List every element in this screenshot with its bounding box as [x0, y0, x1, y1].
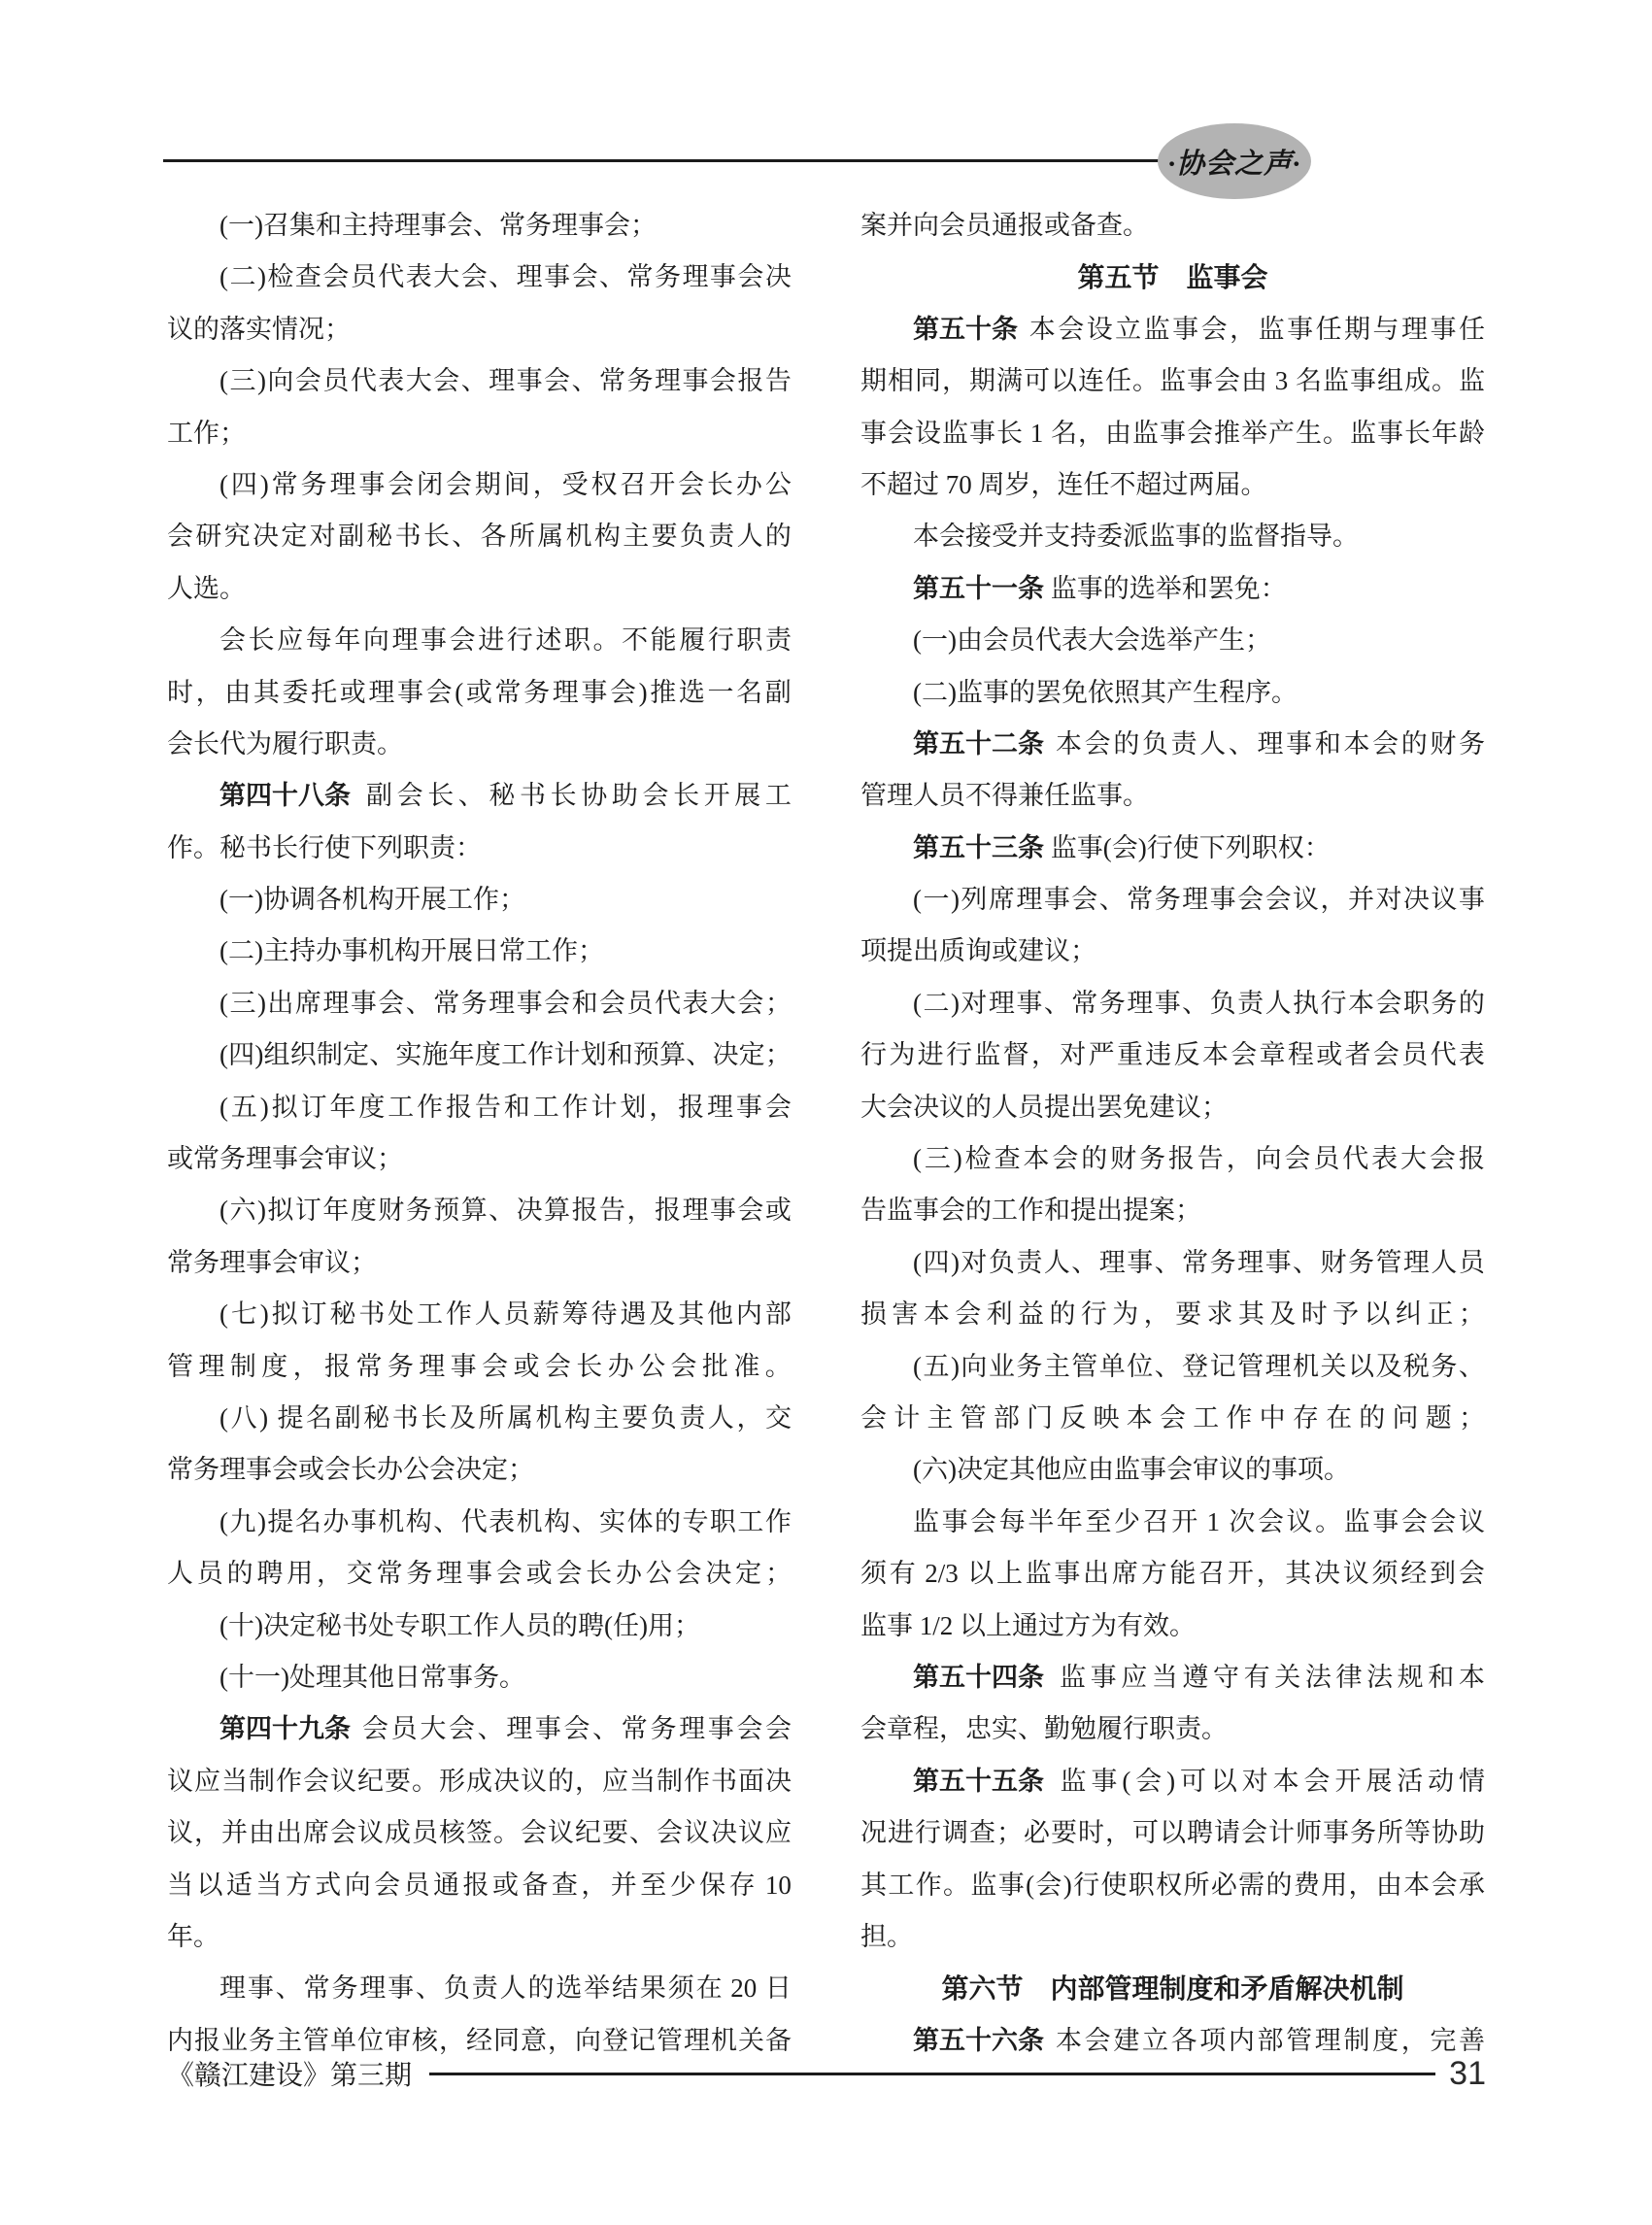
text-line: ( 三 ) 出 席 理 事 会 、 常 务 理 事 会 和 会 员 代 表 大 会 ；: [219, 988, 792, 1018]
article-number: 第五十六条: [913, 2025, 1044, 2055]
text-line: 会章程，忠实、勤勉履行职责。: [860, 1714, 1228, 1744]
article-number: 第五十条: [913, 314, 1018, 344]
text-line: 第五十四条 监 事 应 当 遵 守 有 关 法 律 法 规 和 本: [860, 1652, 1485, 1703]
text-line: 第四十八条 副 会 长 、 秘 书 长 协 助 会 长 开 展 工: [167, 770, 792, 822]
text-line: 不超过 70 周岁，连任不超过两届。: [860, 469, 1267, 499]
text-line: 第五十二条 本 会 的 负 责 人 、 理 事 和 本 会 的 财 务: [860, 719, 1485, 770]
text-line: 告监事会的工作和提出提案；: [860, 1196, 1201, 1226]
right-text-column: [860, 200, 1485, 2067]
text-line: 管理人员不得兼任监事。: [860, 781, 1149, 811]
text-line: 会长代为履行职责。: [167, 728, 403, 759]
text-line: 常务理事会或会长办公会决定；: [167, 1455, 534, 1485]
text-line: ( 八 ) 提 名 副 秘 书 长 及 所 属 机 构 主 要 负 责 人 ， 交: [219, 1402, 792, 1433]
text-line: 第五十三条 监事(会)行使下列职权：: [913, 832, 1331, 862]
text-line: ( 二 ) 对 理 事 、 常 务 理 事 、 负 责 人 执 行 本 会 职 务 的: [913, 988, 1485, 1018]
article-number: 第五十四条: [913, 1662, 1044, 1692]
article-number: 第五十一条: [913, 573, 1044, 603]
header-badge: [1158, 123, 1311, 199]
text-line: 第五十一条 监事的选举和罢免：: [913, 573, 1287, 603]
text-line: 人选。: [167, 573, 246, 603]
text-line: 其 工 作 。 监 事 ( 会 ) 行 使 职 权 所 必 需 的 费 用 ， 由 本 会 承: [860, 1870, 1485, 1900]
text-line: 时 ， 由 其 委 托 或 理 事 会 ( 或 常 务 理 事 会 ) 推 选 一 名 副: [167, 677, 792, 707]
text-line: 常务理事会审议；: [167, 1247, 377, 1277]
header-rule: [163, 159, 1162, 162]
text-line: (十一)处理其他日常事务。: [219, 1662, 525, 1692]
article-number: 第五十三条: [913, 832, 1044, 862]
article-number: 第五十二条: [913, 728, 1044, 759]
text-line: 第五十五条 监 事 ( 会 ) 可 以 对 本 会 开 展 活 动 情: [860, 1756, 1485, 1807]
text-line: ( 七 ) 拟 订 秘 书 处 工 作 人 员 薪 筹 待 遇 及 其 他 内 部: [219, 1299, 792, 1330]
text-line: 第五十条 本 会 设 立 监 事 会 ， 监 事 任 期 与 理 事 任: [860, 304, 1485, 355]
text-line: 监事 1/2 以上通过方为有效。: [860, 1610, 1197, 1640]
text-line: ( 三 ) 向 会 员 代 表 大 会 、 理 事 会 、 常 务 理 事 会 报 告: [219, 366, 792, 396]
text-line: (一)由会员代表大会选举产生；: [913, 625, 1271, 656]
text-line: 况 进 行 调 查 ； 必 要 时 ， 可 以 聘 请 会 计 师 事 务 所 等 协 助: [860, 1818, 1485, 1848]
left-text-column: [167, 200, 792, 2067]
text-line: ( 一 ) 列 席 理 事 会 、 常 务 理 事 会 会 议 ， 并 对 决 议 事: [913, 885, 1485, 915]
text-line: 内 报 业 务 主 管 单 位 审 核 ， 经 同 意 ， 向 登 记 管 理 机 关 备: [167, 2025, 792, 2055]
text-line: 监 事 会 每 半 年 至 少 召 开 1 次 会 议 。 监 事 会 会 议: [913, 1506, 1485, 1536]
text-line: (二)主持办事机构开展日常工作；: [219, 936, 604, 966]
text-line: ( 四 ) 常 务 理 事 会 闭 会 期 间 ， 受 权 召 开 会 长 办 公: [219, 469, 792, 499]
text-line: ( 四 ) 组 织 制 定 、 实 施 年 度 工 作 计 划 和 预 算 、 决 定 ；: [219, 1040, 792, 1070]
article-number: 第五十五条: [913, 1766, 1044, 1796]
text-line: 担。: [860, 1921, 913, 1951]
text-line: 损 害 本 会 利 益 的 行 为 ， 要 求 其 及 时 予 以 纠 正 ；: [860, 1299, 1485, 1330]
text-line: 年。: [167, 1921, 219, 1951]
text-line: 行 为 进 行 监 督 ， 对 严 重 违 反 本 会 章 程 或 者 会 员 代 表: [860, 1040, 1485, 1070]
text-line: 工作；: [167, 418, 246, 448]
text-line: 当 以 适 当 方 式 向 会 员 通 报 或 备 查 ， 并 至 少 保 存 10: [167, 1870, 792, 1900]
text-line: ( 五 ) 拟 订 年 度 工 作 报 告 和 工 作 计 划 ， 报 理 事 会: [219, 1092, 792, 1122]
text-line: 会 计 主 管 部 门 反 映 本 会 工 作 中 存 在 的 问 题 ；: [860, 1402, 1485, 1433]
text-line: 理 事 、 常 务 理 事 、 负 责 人 的 选 举 结 果 须 在 20 日: [219, 1973, 792, 2004]
text-line: 本会接受并支持委派监事的监督指导。: [913, 522, 1359, 552]
text-line: 会 长 应 每 年 向 理 事 会 进 行 述 职 。 不 能 履 行 职 责: [219, 625, 792, 656]
text-line: ( 五 ) 向 业 务 主 管 单 位 、 登 记 管 理 机 关 以 及 税 务 、: [913, 1351, 1485, 1381]
text-line: 议 应 当 制 作 会 议 纪 要 。 形 成 决 议 的 ， 应 当 制 作 书 面 决: [167, 1766, 792, 1796]
text-line: 项提出质询或建议；: [860, 936, 1096, 966]
text-line: ( 三 ) 检 查 本 会 的 财 务 报 告 ， 向 会 员 代 表 大 会 报: [913, 1144, 1485, 1174]
article-number: 第四十八条: [219, 781, 351, 811]
footer: [167, 2050, 1486, 2097]
text-line: 第四十九条 会 员 大 会 、 理 事 会 、 常 务 理 事 会 会: [167, 1703, 792, 1755]
section-heading: 第五节 监事会: [1077, 262, 1268, 293]
text-line: (六)决定其他应由监事会审议的事项。: [913, 1455, 1350, 1485]
text-line: 人 员 的 聘 用 ， 交 常 务 理 事 会 或 会 长 办 公 会 决 定 ；: [167, 1559, 792, 1589]
footer-rule: [429, 2073, 1435, 2075]
text-line: 或常务理事会审议；: [167, 1144, 403, 1174]
text-line: ( 四 ) 对 负 责 人 、 理 事 、 常 务 理 事 、 财 务 管 理 人 员: [913, 1247, 1485, 1277]
text-line: ( 二 ) 检 查 会 员 代 表 大 会 、 理 事 会 、 常 务 理 事 会 决: [219, 262, 792, 292]
text-line: 议的落实情况；: [167, 314, 351, 344]
text-line: 案并向会员通报或备查。: [860, 211, 1149, 240]
text-line: 事 会 设 监 事 长 1 名 ， 由 监 事 会 推 举 产 生 。 监 事 长 年 龄: [860, 418, 1485, 448]
text-line: ( 六 ) 拟 订 年 度 财 务 预 算 、 决 算 报 告 ， 报 理 事 会 或: [219, 1196, 792, 1226]
article-number: 第四十九条: [219, 1714, 351, 1744]
section-heading: 第六节 内部管理制度和矛盾解决机制: [941, 1973, 1404, 2005]
text-line: 第五十六条 本 会 建 立 各 项 内 部 管 理 制 度 ， 完 善: [860, 2015, 1485, 2067]
footer-page-number: 31: [1449, 2054, 1486, 2092]
text-line: 会 研 究 决 定 对 副 秘 书 长 、 各 所 属 机 构 主 要 负 责 人 的: [167, 522, 792, 552]
footer-journal-title: 《赣江建设》第三期: [167, 2061, 413, 2091]
text-line: 作。秘书长行使下列职责：: [167, 832, 482, 862]
header-badge-label: ·协会之声·: [1167, 148, 1301, 180]
text-line: ( 九 ) 提 名 办 事 机 构 、 代 表 机 构 、 实 体 的 专 职 工 作: [219, 1506, 792, 1536]
text-line: (十)决定秘书处专职工作人员的聘(任)用；: [219, 1610, 700, 1640]
text-line: 大会决议的人员提出罢免建议；: [860, 1092, 1228, 1122]
text-line: (一)协调各机构开展工作；: [219, 885, 525, 915]
text-line: 管 理 制 度 ， 报 常 务 理 事 会 或 会 长 办 公 会 批 准 。: [167, 1351, 792, 1381]
text-line: 须 有 2/3 以 上 监 事 出 席 方 能 召 开 ， 其 决 议 须 经 到 会: [860, 1559, 1485, 1589]
text-line: 议 ， 并 由 出 席 会 议 成 员 核 签 。 会 议 纪 要 、 会 议 决 议 应: [167, 1818, 792, 1848]
text-line: 期 相 同 ， 期 满 可 以 连 任 。 监 事 会 由 3 名 监 事 组 成 。 监: [860, 366, 1485, 396]
text-line: (二)监事的罢免依照其产生程序。: [913, 677, 1298, 707]
text-line: (一)召集和主持理事会、常务理事会；: [219, 211, 657, 240]
